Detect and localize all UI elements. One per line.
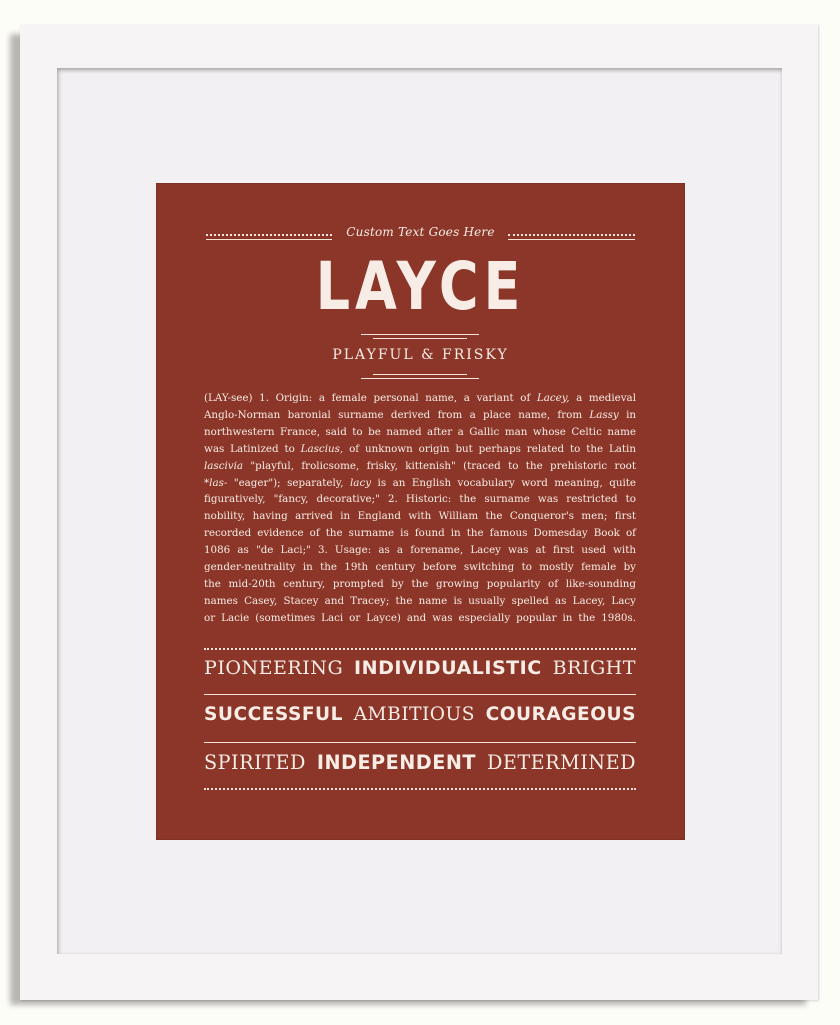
trait-word: AMBITIOUS bbox=[353, 704, 475, 725]
definition-line: was Latinized to Lascius, of unknown origin but perhaps related to the Latin bbox=[204, 442, 636, 455]
traits-rule-2 bbox=[204, 742, 636, 743]
definition-line: nobility, having arrived in England with William the Conqueror's men; first bbox=[204, 510, 636, 523]
trait-word: SUCCESSFUL bbox=[204, 704, 343, 725]
definition-line: lascivia "playful, frolicsome, frisky, kittenish" (traced to the prehistoric root bbox=[204, 459, 636, 472]
definition-text bbox=[204, 390, 636, 627]
definition-line: northwestern France, said to be named after a Gallic man whose Celtic name bbox=[204, 425, 636, 438]
traits-row-1 bbox=[204, 657, 636, 679]
definition-line: (LAY-see) 1. Origin: a female personal name, a variant of Lacey, a medieval bbox=[204, 392, 636, 404]
traits-top-dotted-rule bbox=[204, 648, 636, 652]
definition-line: recorded evidence of the surname is found in the famous Domesday Book of bbox=[204, 527, 636, 540]
trait-word: BRIGHT bbox=[552, 657, 636, 679]
definition-line: the mid-20th century, prompted by the growing popularity of like-sounding bbox=[204, 577, 636, 590]
trait-word: SPIRITED bbox=[204, 751, 306, 774]
trait-word: DETERMINED bbox=[486, 751, 636, 774]
subtitle-rule-inner bbox=[373, 374, 467, 375]
traits-row-3 bbox=[204, 751, 636, 774]
traits-row-2 bbox=[204, 704, 636, 725]
definition-line: or Lacie (sometimes Laci or Layce) and was especially popular in the 1980s. bbox=[204, 611, 636, 624]
custom-text: Custom Text Goes Here bbox=[346, 225, 495, 239]
subtitle: PLAYFUL & FRISKY bbox=[332, 347, 509, 363]
definition-line: gender-neutrality in the 19th century before switching to mostly female by bbox=[204, 561, 636, 574]
title-rule-top bbox=[361, 334, 479, 335]
name-print bbox=[156, 183, 685, 840]
trait-word: COURAGEOUS bbox=[485, 704, 636, 725]
subtitle-rule-bottom bbox=[361, 378, 479, 379]
definition-line: *las- "eager"); separately, lacy is an English vocabulary word meaning, quite bbox=[204, 476, 636, 489]
top-right-dotted-rule bbox=[508, 234, 635, 240]
traits-rule-1 bbox=[204, 694, 636, 695]
trait-word: INDEPENDENT bbox=[316, 751, 476, 774]
definition-line: 1086 as "de Laci;" 3. Usage: as a forename, Lacey was at first used with bbox=[204, 544, 636, 557]
definition-line: figuratively, "fancy, decorative;" 2. Historic: the surname was restricted to bbox=[204, 493, 636, 506]
traits-bottom-dotted-rule bbox=[204, 788, 636, 792]
title-rule-top-inner bbox=[373, 338, 467, 339]
top-left-dotted-rule bbox=[206, 234, 332, 240]
definition-line: Anglo-Norman baronial surname derived from a place name, from Lassy in bbox=[204, 408, 636, 421]
definition-line: names Casey, Stacey and Tracey; the name is usually spelled as Lacey, Lacy bbox=[204, 594, 636, 607]
trait-word: INDIVIDUALISTIC bbox=[354, 657, 542, 679]
trait-word: PIONEERING bbox=[204, 657, 344, 679]
name-title: LAYCE bbox=[315, 248, 526, 325]
